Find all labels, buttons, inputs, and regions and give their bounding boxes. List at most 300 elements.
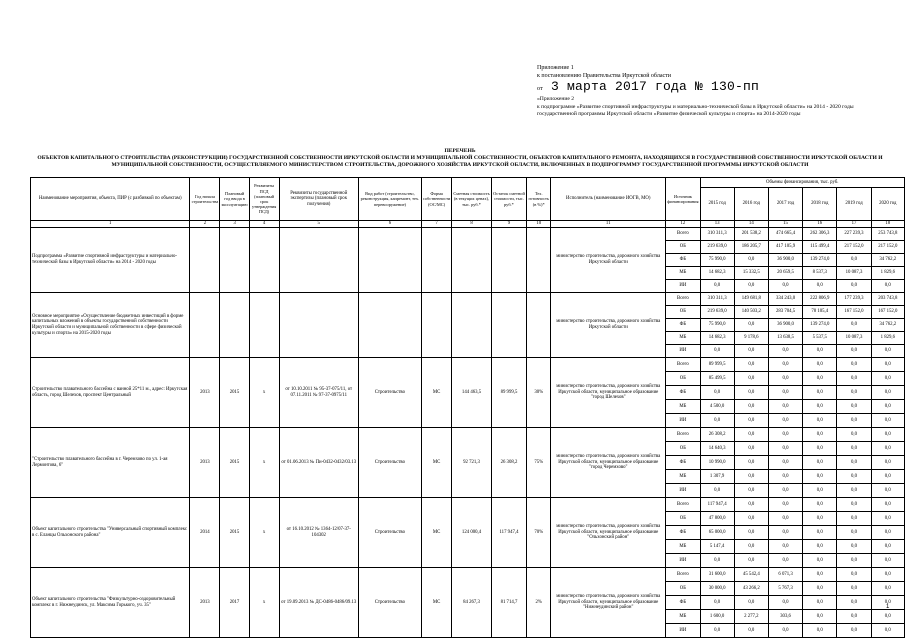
col-ready: Тех. готовность (в %)* <box>527 178 551 221</box>
financing-value: 0,0 <box>734 442 768 456</box>
executor: министерство строительства, дорожного хозяйства Иркутской области <box>551 228 666 293</box>
ownership: МС <box>421 358 451 428</box>
financing-value: 0,0 <box>768 484 802 498</box>
estimated-cost: 144 463,5 <box>452 358 491 428</box>
financing-value: 0,0 <box>734 400 768 414</box>
financing-value: 0,0 <box>700 554 734 568</box>
financing-value: 0,0 <box>700 386 734 400</box>
readiness: 75% <box>527 428 551 498</box>
financing-value: 334 243,0 <box>768 293 802 306</box>
financing-value: 0,0 <box>803 414 837 428</box>
financing-value: 417 105,9 <box>768 241 802 254</box>
funding-source: ФБ <box>666 596 700 610</box>
financing-value: 4 500,0 <box>700 400 734 414</box>
col-number: 1 <box>31 221 190 228</box>
financing-value: 14 682,3 <box>700 332 734 345</box>
funding-source: МБ <box>666 540 700 554</box>
financing-value: 0,0 <box>768 442 802 456</box>
financing-value: 139 274,0 <box>803 254 837 267</box>
financing-value: 15 332,5 <box>734 267 768 280</box>
financing-value: 0,0 <box>803 442 837 456</box>
executor: министерство строительства, дорожного хозяйства Иркутской области, муниципальное образование "Нижнеудинский район" <box>551 568 666 638</box>
financing-value: 1 307,9 <box>700 470 734 484</box>
psd-value: x <box>249 498 279 568</box>
funding-source: ОБ <box>666 582 700 596</box>
ownership: МС <box>421 498 451 568</box>
financing-value: 45 542,4 <box>734 568 768 582</box>
estimated-cost: 84 267,3 <box>452 568 491 638</box>
financing-value: 0,0 <box>837 554 871 568</box>
object-name: Объект капитального строительства "Универсальный спортивный комплекс в с. Еланцы Ольхонского района" <box>31 498 190 568</box>
financing-value: 0,0 <box>734 414 768 428</box>
financing-value: 0,0 <box>837 582 871 596</box>
end-year <box>220 293 249 358</box>
financing-value: 0,0 <box>700 596 734 610</box>
col-cost: Сметная стоимость (в текущих ценах), тыс. руб.* <box>452 178 491 221</box>
financing-value: 0,0 <box>837 568 871 582</box>
table-row <box>31 428 905 442</box>
readiness: 30% <box>527 358 551 428</box>
financing-value: 310 311,3 <box>700 228 734 241</box>
financing-value: 0,0 <box>734 280 768 293</box>
financing-value: 0,0 <box>837 442 871 456</box>
financing-value: 0,0 <box>803 386 837 400</box>
start-year: 2013 <box>190 568 220 638</box>
financing-value: 0,0 <box>803 526 837 540</box>
financing-value: 203 743,8 <box>871 293 904 306</box>
financing-value: 0,0 <box>768 386 802 400</box>
financing-value: 0,0 <box>768 624 802 638</box>
funding-source: Всего <box>666 428 700 442</box>
financing-value: 0,0 <box>734 596 768 610</box>
financing-value: 0,0 <box>700 624 734 638</box>
financing-value: 0,0 <box>871 428 904 442</box>
financing-value: 0,0 <box>734 319 768 332</box>
funding-source: ИИ <box>666 345 700 358</box>
financing-value: 0,0 <box>837 540 871 554</box>
financing-value: 0,0 <box>837 345 871 358</box>
financing-value: 0,0 <box>871 512 904 526</box>
financing-value: 0,0 <box>803 568 837 582</box>
funding-source: МБ <box>666 610 700 624</box>
financing-value: 0,0 <box>734 512 768 526</box>
col-name: Наименование мероприятия, объекта, ПИР (с разбивкой по объектам) <box>31 178 190 221</box>
funding-source: МБ <box>666 267 700 280</box>
col-financing: Объемы финансирования, тыс. руб. <box>700 178 905 188</box>
work-kind <box>358 228 421 293</box>
psd-value: x <box>249 568 279 638</box>
financing-value: 0,0 <box>803 554 837 568</box>
readiness: 2% <box>527 568 551 638</box>
financing-value: 0,0 <box>871 554 904 568</box>
financing-value: 78 105,4 <box>803 306 837 319</box>
financing-value: 0,0 <box>768 540 802 554</box>
work-kind: Строительство <box>358 428 421 498</box>
financing-value: 0,0 <box>734 540 768 554</box>
financing-value: 0,0 <box>768 470 802 484</box>
page-mark: 1 <box>886 604 890 610</box>
col-year: 2017 год <box>768 188 802 221</box>
funding-source: ОБ <box>666 241 700 254</box>
financing-value: 31 600,0 <box>700 568 734 582</box>
financing-value: 262 306,3 <box>803 228 837 241</box>
col-expertise: Реквизиты государственной экспертизы (плановый срок получения) <box>279 178 358 221</box>
financing-value: 0,0 <box>734 498 768 512</box>
financing-value: 0,0 <box>837 512 871 526</box>
end-year <box>220 228 249 293</box>
col-ownership: Форма собственности (ОС/МС) <box>421 178 451 221</box>
funding-source: ФБ <box>666 386 700 400</box>
financing-value: 0,0 <box>768 554 802 568</box>
financing-value: 283 704,5 <box>768 306 802 319</box>
remaining-cost <box>491 293 527 358</box>
end-year: 2015 <box>220 358 249 428</box>
col-number: 10 <box>527 221 551 228</box>
funding-source: ИИ <box>666 554 700 568</box>
col-number: 11 <box>551 221 666 228</box>
table-row <box>31 568 905 582</box>
col-number: 18 <box>871 221 904 228</box>
funding-source: ИИ <box>666 484 700 498</box>
funding-source: Всего <box>666 498 700 512</box>
table-row <box>31 498 905 512</box>
financing-value: 0,0 <box>837 319 871 332</box>
funding-source: ИИ <box>666 414 700 428</box>
financing-value: 5 147,4 <box>700 540 734 554</box>
end-year: 2015 <box>220 428 249 498</box>
financing-value: 474 665,4 <box>768 228 802 241</box>
financing-value: 0,0 <box>871 372 904 386</box>
financing-value: 0,0 <box>871 498 904 512</box>
financing-value: 26 308,2 <box>700 428 734 442</box>
financing-value: 0,0 <box>734 484 768 498</box>
psd-value <box>249 228 279 293</box>
funding-source: ФБ <box>666 254 700 267</box>
financing-value: 0,0 <box>803 358 837 372</box>
col-number: 7 <box>421 221 451 228</box>
financing-value: 10 087,3 <box>837 332 871 345</box>
financing-value: 0,0 <box>871 456 904 470</box>
financing-value: 36 900,0 <box>768 319 802 332</box>
financing-value: 186 205,7 <box>734 241 768 254</box>
estimated-cost: 124 000,4 <box>452 498 491 568</box>
financing-value: 0,0 <box>871 280 904 293</box>
financing-value: 0,0 <box>837 280 871 293</box>
funding-source: МБ <box>666 400 700 414</box>
funding-source: МБ <box>666 470 700 484</box>
remaining-cost: 117 947,4 <box>491 498 527 568</box>
financing-value: 217 152,0 <box>837 241 871 254</box>
financing-value: 9 178,6 <box>734 332 768 345</box>
annex-line-1: Приложение 1 <box>537 65 574 71</box>
financing-value: 0,0 <box>768 456 802 470</box>
col-year: 2015 год <box>700 188 734 221</box>
col-number: 3 <box>220 221 249 228</box>
financing-value: 0,0 <box>768 512 802 526</box>
financing-value: 227 239,3 <box>837 228 871 241</box>
financing-value: 0,0 <box>803 345 837 358</box>
financing-value: 0,0 <box>768 596 802 610</box>
objects-table <box>30 177 905 638</box>
executor: министерство строительства, дорожного хозяйства Иркутской области, муниципальное образование "город Черемхово" <box>551 428 666 498</box>
title-line-2: ОБЪЕКТОВ КАПИТАЛЬНОГО СТРОИТЕЛЬСТВА (РЕКОНСТРУКЦИИ) ГОСУДАРСТВЕННОЙ СОБСТВЕННОСТИ ИРКУТСКОЙ ОБЛАСТИ И МУНИЦИПАЛЬНОЙ СОБСТВЕННОСТИ, ОБЪЕКТОВ КАПИТАЛЬНОГО РЕМОНТА, НАХОДЯЩИХСЯ В ГОСУДАРСТВЕННОЙ СОБСТВЕННОСТИ ИРКУТСКОЙ ОБЛАСТИ И МУНИЦИПАЛЬНОЙ СОБСТВЕННОСТИ, ОСУЩЕСТВЛЯЕМОГО МИНИСТЕРСТВОМ СТРОИТЕЛЬСТВА, ДОРОЖНОГО ХОЗЯЙСТВА ИРКУТСКОЙ ОБЛАСТИ, ВКЛЮЧЕННЫХ В ПОДПРОГРАММУ ГОСУДАРСТВЕННОЙ ПРОГРАММЫ ИРКУТСКОЙ ОБЛАСТИ <box>37 155 883 169</box>
financing-value: 0,0 <box>871 610 904 624</box>
financing-value: 167 152,0 <box>871 306 904 319</box>
financing-value: 117 947,4 <box>700 498 734 512</box>
financing-value: 1 829,6 <box>871 332 904 345</box>
financing-value: 0,0 <box>700 414 734 428</box>
financing-value: 0,0 <box>837 610 871 624</box>
funding-source: ОБ <box>666 372 700 386</box>
col-number: 8 <box>452 221 491 228</box>
financing-value: 177 239,3 <box>837 293 871 306</box>
financing-value: 0,0 <box>837 414 871 428</box>
financing-value: 0,0 <box>837 484 871 498</box>
financing-value: 0,0 <box>871 582 904 596</box>
financing-value: 0,0 <box>768 358 802 372</box>
financing-value: 115 499,4 <box>803 241 837 254</box>
financing-value: 217 152,0 <box>871 241 904 254</box>
start-year: 2014 <box>190 498 220 568</box>
financing-value: 0,0 <box>837 498 871 512</box>
financing-value: 0,0 <box>871 386 904 400</box>
financing-value: 0,0 <box>803 428 837 442</box>
financing-value: 0,0 <box>871 526 904 540</box>
funding-source: Всего <box>666 293 700 306</box>
col-number: 17 <box>837 221 871 228</box>
financing-value: 0,0 <box>871 442 904 456</box>
col-work-kind: Вид работ (строительство, реконструкция, капремонт, тех. перевооружение) <box>358 178 421 221</box>
col-number: 2 <box>190 221 220 228</box>
col-psd: Реквизиты ПСД (плановый срок утверждения ПСД) <box>249 178 279 221</box>
financing-value: 201 538,2 <box>734 228 768 241</box>
col-year: 2018 год <box>803 188 837 221</box>
expertise-value: от 01.06.2013 № Пи-0432-0432/03.13 <box>279 428 358 498</box>
financing-value: 20 659,5 <box>768 267 802 280</box>
financing-value: 0,0 <box>734 386 768 400</box>
financing-value: 0,0 <box>768 414 802 428</box>
table-row <box>31 358 905 372</box>
financing-value: 0,0 <box>803 596 837 610</box>
decree-date-number: от 3 марта 2017 года № 130-пп <box>537 79 760 94</box>
funding-source: ОБ <box>666 512 700 526</box>
financing-value: 0,0 <box>803 280 837 293</box>
work-kind <box>358 293 421 358</box>
financing-value: 0,0 <box>700 280 734 293</box>
funding-source: ИИ <box>666 280 700 293</box>
financing-value: 0,0 <box>768 498 802 512</box>
estimated-cost <box>452 228 491 293</box>
remaining-cost <box>491 228 527 293</box>
financing-value: 0,0 <box>871 540 904 554</box>
end-year: 2017 <box>220 568 249 638</box>
col-year: 2020 год <box>871 188 904 221</box>
estimated-cost: 92 721,3 <box>452 428 491 498</box>
financing-value: 0,0 <box>803 624 837 638</box>
financing-value: 89 999,5 <box>700 358 734 372</box>
ownership: МС <box>421 428 451 498</box>
object-name: "Строительство плавательного бассейна в г. Черемхово по ул. 1-ая Лермонтова, 6" <box>31 428 190 498</box>
object-name: Объект капитального строительства "Физкультурно-оздоровительный комплекс в г. Нижнеудинск, ул. Максима Горького, уч. 35" <box>31 568 190 638</box>
financing-value: 219 639,0 <box>700 306 734 319</box>
start-year <box>190 228 220 293</box>
document-title <box>30 148 890 170</box>
financing-value: 0,0 <box>734 470 768 484</box>
financing-value: 75 990,0 <box>700 319 734 332</box>
financing-value: 222 806,9 <box>803 293 837 306</box>
financing-value: 0,0 <box>803 456 837 470</box>
financing-value: 0,0 <box>803 540 837 554</box>
financing-value: 34 762,2 <box>871 254 904 267</box>
annex2-block <box>537 96 882 119</box>
funding-source: ФБ <box>666 319 700 332</box>
financing-value: 75 990,0 <box>700 254 734 267</box>
financing-value: 0,0 <box>734 526 768 540</box>
financing-value: 0,0 <box>837 470 871 484</box>
financing-value: 30 000,0 <box>700 582 734 596</box>
remaining-cost: 26 308,2 <box>491 428 527 498</box>
financing-value: 0,0 <box>871 470 904 484</box>
executor: министерство строительства, дорожного хозяйства Иркутской области, муниципальное образование "город Шелехов" <box>551 358 666 428</box>
object-name: Основное мероприятие «Осуществление бюджетных инвестиций в форме капитальных вложений в объекты государственной собственности Иркутской области и муниципальной собственности в сфере физической культуры и спорта» на 2015-2020 годы <box>31 293 190 358</box>
readiness: 70% <box>527 498 551 568</box>
financing-value: 0,0 <box>837 358 871 372</box>
financing-value: 0,0 <box>803 610 837 624</box>
col-year: 2016 год <box>734 188 768 221</box>
financing-value: 0,0 <box>803 470 837 484</box>
psd-value: x <box>249 428 279 498</box>
executor: министерство строительства, дорожного хозяйства Иркутской области, муниципальное образование "Ольхонский район" <box>551 498 666 568</box>
financing-value: 13 638,5 <box>768 332 802 345</box>
object-name: Строительство плавательного бассейна с ванной 25*11 м., адрес: Иркутская область, город Шелехов, проспект Центральный <box>31 358 190 428</box>
readiness <box>527 228 551 293</box>
financing-value: 36 900,0 <box>768 254 802 267</box>
financing-value: 0,0 <box>700 345 734 358</box>
financing-value: 0,0 <box>734 372 768 386</box>
expertise-value <box>279 228 358 293</box>
expertise-value: от 10.10.2011 № 95-37-075/11, от 07.11.2011 № 97-37-0975/11 <box>279 358 358 428</box>
financing-value: 5 767,3 <box>768 582 802 596</box>
financing-value: 0,0 <box>734 358 768 372</box>
col-number: 9 <box>491 221 527 228</box>
col-number: 13 <box>700 221 734 228</box>
object-name: Подпрограмма «Развитие спортивной инфраструктуры и материально- технической базы в Иркутской области» на 2014 - 2020 годы <box>31 228 190 293</box>
financing-value: 0,0 <box>734 428 768 442</box>
financing-value: 0,0 <box>871 484 904 498</box>
financing-value: 2 277,2 <box>734 610 768 624</box>
financing-value: 0,0 <box>871 568 904 582</box>
financing-value: 139 274,0 <box>803 319 837 332</box>
table-row <box>31 228 905 241</box>
financing-value: 0,0 <box>768 372 802 386</box>
funding-source: ОБ <box>666 442 700 456</box>
financing-value: 6 071,3 <box>768 568 802 582</box>
financing-value: 0,0 <box>837 254 871 267</box>
annex2-text: к подпрограмме «Развитие спортивной инфраструктуры и материально-технической базы в Иркутской области» на 2014 - 2020 годы государственной программы Иркутской области «Развитие физической культуры и спорта» на 2014-2020 годы <box>537 103 854 117</box>
col-year: 2019 год <box>837 188 871 221</box>
col-number: 14 <box>734 221 768 228</box>
annex-header <box>537 64 897 96</box>
financing-value: 0,0 <box>803 484 837 498</box>
financing-value: 0,0 <box>837 624 871 638</box>
financing-value: 0,0 <box>768 428 802 442</box>
financing-value: 0,0 <box>837 372 871 386</box>
col-number: 16 <box>803 221 837 228</box>
financing-value: 85 499,5 <box>700 372 734 386</box>
financing-value: 34 762,2 <box>871 319 904 332</box>
financing-value: 65 000,0 <box>700 526 734 540</box>
financing-value: 0,0 <box>768 345 802 358</box>
psd-value <box>249 293 279 358</box>
psd-value: x <box>249 358 279 428</box>
start-year: 2013 <box>190 358 220 428</box>
financing-value: 149 681,8 <box>734 293 768 306</box>
expertise-value: от 19.09.2013 № ДС-0486-0486/09.13 <box>279 568 358 638</box>
col-number: 5 <box>279 221 358 228</box>
annex-line-2: к постановлению Правительства Иркутской области <box>537 73 671 79</box>
financing-value: 0,0 <box>837 386 871 400</box>
financing-value: 0,0 <box>871 345 904 358</box>
work-kind: Строительство <box>358 568 421 638</box>
col-end-year: Плановый год ввода в эксплуатацию <box>220 178 249 221</box>
col-source: Источник финансирования <box>666 178 700 221</box>
funding-source: ФБ <box>666 456 700 470</box>
financing-value: 0,0 <box>768 526 802 540</box>
financing-value: 140 503,2 <box>734 306 768 319</box>
ownership <box>421 228 451 293</box>
col-number: 4 <box>249 221 279 228</box>
remaining-cost: 81 714,7 <box>491 568 527 638</box>
col-executor: Исполнитель (наименование ИОГВ, МО) <box>551 178 666 221</box>
financing-value: 0,0 <box>700 484 734 498</box>
estimated-cost <box>452 293 491 358</box>
financing-value: 5 537,5 <box>803 332 837 345</box>
financing-value: 253 743,8 <box>871 228 904 241</box>
col-rest: Остаток сметной стоимости, тыс. руб.* <box>491 178 527 221</box>
work-kind: Строительство <box>358 358 421 428</box>
financing-value: 47 800,0 <box>700 512 734 526</box>
financing-value: 0,0 <box>871 596 904 610</box>
financing-value: 219 639,0 <box>700 241 734 254</box>
col-number: 12 <box>666 221 700 228</box>
financing-value: 0,0 <box>768 280 802 293</box>
financing-value: 0,0 <box>803 400 837 414</box>
funding-source: Всего <box>666 568 700 582</box>
financing-value: 43 266,2 <box>734 582 768 596</box>
financing-value: 0,0 <box>803 512 837 526</box>
expertise-value: от 16.10.2012 № 1364-12/07-37-104302 <box>279 498 358 568</box>
financing-value: 0,0 <box>871 400 904 414</box>
financing-value: 0,0 <box>871 414 904 428</box>
financing-value: 310 311,3 <box>700 293 734 306</box>
end-year: 2015 <box>220 498 249 568</box>
col-start-year: Год начала строительства <box>190 178 220 221</box>
financing-value: 0,0 <box>734 345 768 358</box>
financing-value: 0,0 <box>734 456 768 470</box>
work-kind: Строительство <box>358 498 421 568</box>
table-row <box>31 293 905 306</box>
financing-value: 0,0 <box>871 624 904 638</box>
financing-value: 0,0 <box>837 596 871 610</box>
ownership <box>421 293 451 358</box>
executor: министерство строительства, дорожного хозяйства Иркутской области <box>551 293 666 358</box>
expertise-value <box>279 293 358 358</box>
financing-value: 167 152,0 <box>837 306 871 319</box>
readiness <box>527 293 551 358</box>
ownership: МС <box>421 568 451 638</box>
funding-source: ИИ <box>666 624 700 638</box>
financing-value: 0,0 <box>837 456 871 470</box>
